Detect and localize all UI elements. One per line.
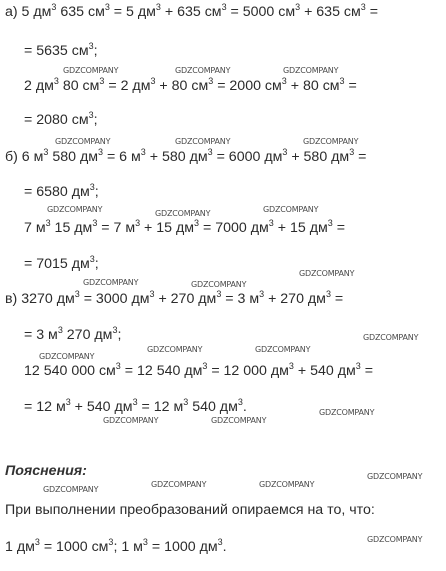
- formula-text: + 540 дм: [293, 363, 356, 379]
- formula-text: в) 3270 дм: [5, 291, 75, 307]
- watermark: GDZCOMPANY: [151, 480, 207, 489]
- formula-text: =: [360, 363, 374, 379]
- exponent: 3: [43, 147, 49, 157]
- watermark: GDZCOMPANY: [259, 480, 315, 489]
- formula-text: = 3 м: [221, 291, 260, 307]
- exponent: 3: [142, 537, 148, 547]
- watermark: GDZCOMPANY: [155, 209, 211, 218]
- formula-text: = 2000 см: [213, 78, 282, 94]
- formula-text: а) 5 дм: [5, 4, 52, 20]
- exponent: 3: [216, 289, 222, 299]
- exponent: 3: [88, 110, 94, 120]
- watermark: GDZCOMPANY: [191, 280, 247, 289]
- watermark: GDZCOMPANY: [39, 352, 95, 361]
- formula-text: = 6 м: [103, 149, 141, 165]
- exponent: 3: [92, 218, 98, 228]
- watermark: GDZCOMPANY: [255, 345, 311, 354]
- formula-text: 540 дм: [188, 399, 238, 415]
- formula-text: = 7 м: [97, 220, 136, 236]
- watermark: GDZCOMPANY: [63, 66, 119, 75]
- exponent: 3: [155, 2, 161, 12]
- formula-text: ; 1 м: [113, 539, 143, 555]
- watermark: GDZCOMPANY: [367, 472, 423, 481]
- solution-line-a2-result: [24, 111, 98, 129]
- formula-text: + 580 дм: [145, 149, 208, 165]
- formula-text: + 270 дм: [154, 291, 217, 307]
- formula-text: 270 дм: [62, 327, 113, 343]
- exponent: 3: [89, 254, 95, 264]
- formula-text: 2 дм: [24, 78, 54, 94]
- formula-text: = 1000 дм: [147, 539, 218, 555]
- watermark: GDZCOMPANY: [103, 416, 159, 425]
- exponent: 3: [99, 76, 105, 86]
- formula-text: = 5000 см: [226, 4, 296, 20]
- watermark: GDZCOMPANY: [283, 66, 339, 75]
- watermark: GDZCOMPANY: [363, 333, 419, 342]
- solution-line-c2: [24, 362, 373, 380]
- formula-text: 80 см: [58, 78, 100, 94]
- formula-text: = 5635 см: [24, 43, 89, 59]
- formula-text: =: [354, 149, 367, 165]
- watermark: GDZCOMPANY: [55, 137, 111, 146]
- formula-text: = 2080 см: [24, 112, 89, 128]
- formula-text: 15 дм: [50, 220, 93, 236]
- exponent: 3: [150, 76, 156, 86]
- exponent: 3: [295, 2, 301, 12]
- exponent: 3: [281, 76, 287, 86]
- formula-text: 1 дм: [5, 539, 35, 555]
- exponent: 3: [221, 2, 227, 12]
- watermark: GDZCOMPANY: [319, 408, 375, 417]
- formula-text: = 5 дм: [109, 4, 156, 20]
- watermark: GDZCOMPANY: [299, 269, 355, 278]
- explanation-formula: [5, 538, 227, 556]
- watermark: GDZCOMPANY: [367, 535, 423, 544]
- watermark: GDZCOMPANY: [43, 485, 99, 494]
- solution-line-b2: [24, 219, 345, 237]
- exponent: 3: [74, 289, 80, 299]
- solution-line-c1: [5, 290, 343, 308]
- exponent: 3: [207, 147, 213, 157]
- exponent: 3: [53, 76, 59, 86]
- exponent: 3: [237, 397, 243, 407]
- exponent: 3: [135, 218, 141, 228]
- solution-line-b1-result: [24, 183, 99, 201]
- formula-text: + 15 дм: [273, 220, 328, 236]
- exponent: 3: [339, 76, 345, 86]
- exponent: 3: [268, 218, 274, 228]
- formula-text: =: [330, 291, 344, 307]
- exponent: 3: [355, 361, 361, 371]
- formula-text: б) 6 м: [5, 149, 44, 165]
- solution-line-b1: [5, 148, 366, 166]
- exponent: 3: [45, 218, 51, 228]
- formula-text: =: [332, 220, 345, 236]
- solution-line-b2-result: [24, 255, 99, 273]
- exponent: 3: [149, 289, 155, 299]
- watermark: GDZCOMPANY: [175, 137, 231, 146]
- formula-text: = 7015 дм: [24, 256, 90, 272]
- formula-text: При выполнении преобразований опираемся на то, что:: [5, 502, 375, 518]
- exponent: 3: [183, 397, 189, 407]
- exponent: 3: [282, 147, 288, 157]
- formula-text: = 3000 дм: [79, 291, 150, 307]
- formula-text: ;: [94, 256, 99, 272]
- watermark: GDZCOMPANY: [47, 205, 103, 214]
- formula-text: = 3 м: [24, 327, 58, 343]
- formula-text: = 12 540 дм: [120, 363, 203, 379]
- exponent: 3: [288, 361, 294, 371]
- formula-text: + 270 дм: [264, 291, 326, 307]
- exponent: 3: [51, 2, 57, 12]
- exponent: 3: [132, 397, 138, 407]
- formula-text: ;: [94, 184, 99, 200]
- solution-line-a1-result: [24, 42, 98, 60]
- formula-text: 580 дм: [48, 149, 98, 165]
- formula-text: = 6000 дм: [212, 149, 283, 165]
- explanation-text: [5, 501, 375, 519]
- formula-text: + 80 см: [155, 78, 209, 94]
- watermark: GDZCOMPANY: [83, 278, 139, 287]
- formula-text: 12 540 000 см: [24, 363, 116, 379]
- formula-text: + 80 см: [286, 78, 340, 94]
- formula-text: = 1000 см: [39, 539, 109, 555]
- exponent: 3: [360, 2, 366, 12]
- exponent: 3: [259, 289, 265, 299]
- exponent: 3: [98, 147, 104, 157]
- exponent: 3: [104, 2, 110, 12]
- exponent: 3: [88, 41, 94, 51]
- formula-text: .: [242, 399, 247, 415]
- exponent: 3: [57, 325, 63, 335]
- exponent: 3: [202, 361, 208, 371]
- formula-text: + 635 см: [160, 4, 222, 20]
- solution-line-c2-result: [24, 398, 247, 416]
- formula-text: = 12 м: [137, 399, 184, 415]
- exponent: 3: [140, 147, 146, 157]
- watermark: GDZCOMPANY: [147, 345, 203, 354]
- exponent: 3: [34, 537, 40, 547]
- formula-text: 7 м: [24, 220, 46, 236]
- exponent: 3: [115, 361, 121, 371]
- exponent: 3: [208, 76, 214, 86]
- formula-text: = 6580 дм: [24, 184, 90, 200]
- exponent: 3: [112, 325, 118, 335]
- watermark: GDZCOMPANY: [303, 137, 359, 146]
- solution-line-a1: [5, 3, 378, 21]
- formula-text: = 7000 дм: [199, 220, 269, 236]
- formula-text: = 12 000 дм: [207, 363, 289, 379]
- exponent: 3: [65, 397, 71, 407]
- formula-text: 635 см: [56, 4, 105, 20]
- watermark: GDZCOMPANY: [175, 66, 231, 75]
- formula-text: =: [365, 4, 379, 20]
- explanation-heading: Пояснения:: [5, 463, 87, 479]
- exponent: 3: [349, 147, 355, 157]
- watermark: GDZCOMPANY: [211, 416, 267, 425]
- exponent: 3: [217, 537, 223, 547]
- solution-line-a2: [24, 77, 357, 95]
- formula-text: + 635 см: [300, 4, 361, 20]
- solution-line-c1-result: [24, 326, 121, 344]
- formula-text: =: [344, 78, 357, 94]
- formula-text: ;: [93, 43, 98, 59]
- exponent: 3: [327, 218, 333, 228]
- exponent: 3: [89, 182, 95, 192]
- formula-text: + 580 дм: [287, 149, 350, 165]
- formula-text: = 12 м: [24, 399, 66, 415]
- exponent: 3: [325, 289, 331, 299]
- watermark: GDZCOMPANY: [263, 205, 319, 214]
- formula-text: ;: [117, 327, 122, 343]
- formula-text: ;: [93, 112, 98, 128]
- formula-text: + 540 дм: [70, 399, 133, 415]
- formula-text: + 15 дм: [140, 220, 195, 236]
- exponent: 3: [194, 218, 200, 228]
- formula-text: = 2 дм: [104, 78, 151, 94]
- exponent: 3: [108, 537, 114, 547]
- formula-text: .: [222, 539, 227, 555]
